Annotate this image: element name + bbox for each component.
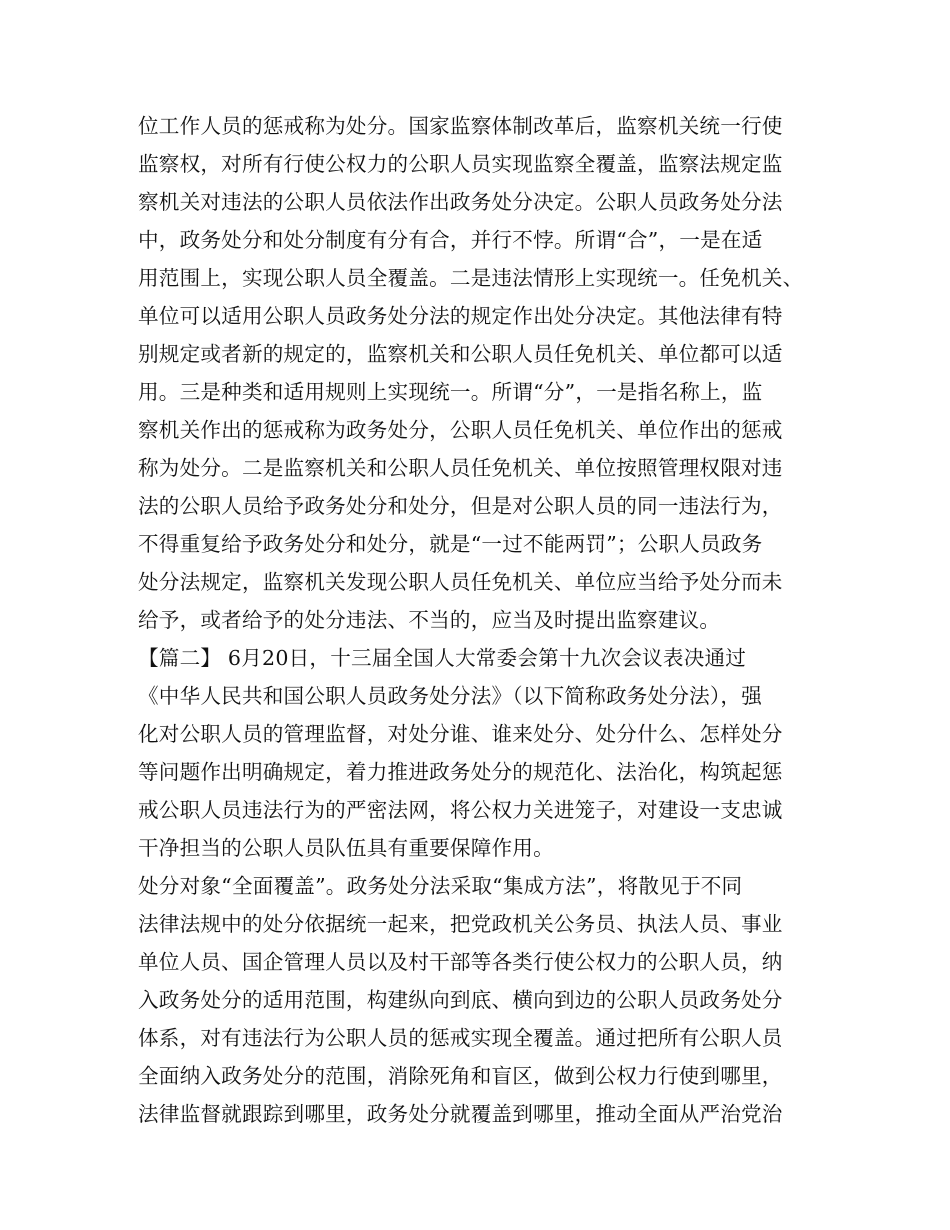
text-line: 察机关作出的惩戒称为政务处分，公职人员任免机关、单位作出的惩戒 [138, 418, 783, 442]
text-line: 处分法规定，监察机关发现公职人员任免机关、单位应当给予处分而未 [138, 570, 783, 594]
text-line: 化对公职人员的管理监督，对处分谁、谁来处分、处分什么、怎样处分 [138, 722, 783, 746]
text-line: 不得重复给予政务处分和处分，就是“一过不能两罚”；公职人员政务 [138, 532, 763, 556]
text-line: 称为处分。二是监察机关和公职人员任免机关、单位按照管理权限对违 [138, 456, 783, 480]
text-line: 别规定或者新的规定的，监察机关和公职人员任免机关、单位都可以适 [138, 342, 783, 366]
text-line: 位工作人员的惩戒称为处分。国家监察体制改革后，监察机关统一行使 [138, 114, 783, 138]
text-line: 用。三是种类和适用规则上实现统一。所谓“分”，一是指名称上，监 [138, 380, 763, 404]
text-line: 法的公职人员给予政务处分和处分，但是对公职人员的同一违法行为， [138, 494, 783, 518]
text-line: 监察权，对所有行使公权力的公职人员实现监察全覆盖，监察法规定监 [138, 152, 783, 176]
text-line: 法律监督就跟踪到哪里，政务处分就覆盖到哪里，推动全面从严治党治 [138, 1102, 783, 1126]
text-line: 体系，对有违法行为公职人员的惩戒实现全覆盖。通过把所有公职人员 [138, 1026, 783, 1050]
section-heading-line: 【篇二】 6月20日，十三届全国人大常委会第十九次会议表决通过 [138, 646, 747, 670]
text-line: 《中华人民共和国公职人员政务处分法》（以下简称政务处分法），强 [138, 684, 763, 708]
text-line: 给予，或者给予的处分违法、不当的，应当及时提出监察建议。 [138, 608, 721, 632]
document-body [138, 107, 818, 1133]
text-line: 单位人员、国企管理人员以及村干部等各类行使公权力的公职人员，纳 [138, 950, 783, 974]
text-line: 中，政务处分和处分制度有分有合，并行不悖。所谓“合”，一是在适 [138, 228, 763, 252]
text-line: 单位可以适用公职人员政务处分法的规定作出处分决定。其他法律有特 [138, 304, 783, 328]
text-line: 察机关对违法的公职人员依法作出政务处分决定。公职人员政务处分法 [138, 190, 783, 214]
text-line: 处分对象“全面覆盖”。政务处分法采取“集成方法”，将散见于不同 [138, 874, 743, 898]
text-line: 戒公职人员违法行为的严密法网，将公权力关进笼子，对建设一支忠诚 [138, 798, 783, 822]
text-line: 入政务处分的适用范围，构建纵向到底、横向到边的公职人员政务处分 [138, 988, 783, 1012]
text-line: 干净担当的公职人员队伍具有重要保障作用。 [138, 836, 554, 860]
text-line: 法律法规中的处分依据统一起来，把党政机关公务员、执法人员、事业 [138, 912, 783, 936]
text-line: 全面纳入政务处分的范围，消除死角和盲区，做到公权力行使到哪里， [138, 1064, 783, 1088]
text-line: 用范围上，实现公职人员全覆盖。二是违法情形上实现统一。任免机关、 [138, 266, 804, 290]
text-line: 等问题作出明确规定，着力推进政务处分的规范化、法治化，构筑起惩 [138, 760, 783, 784]
